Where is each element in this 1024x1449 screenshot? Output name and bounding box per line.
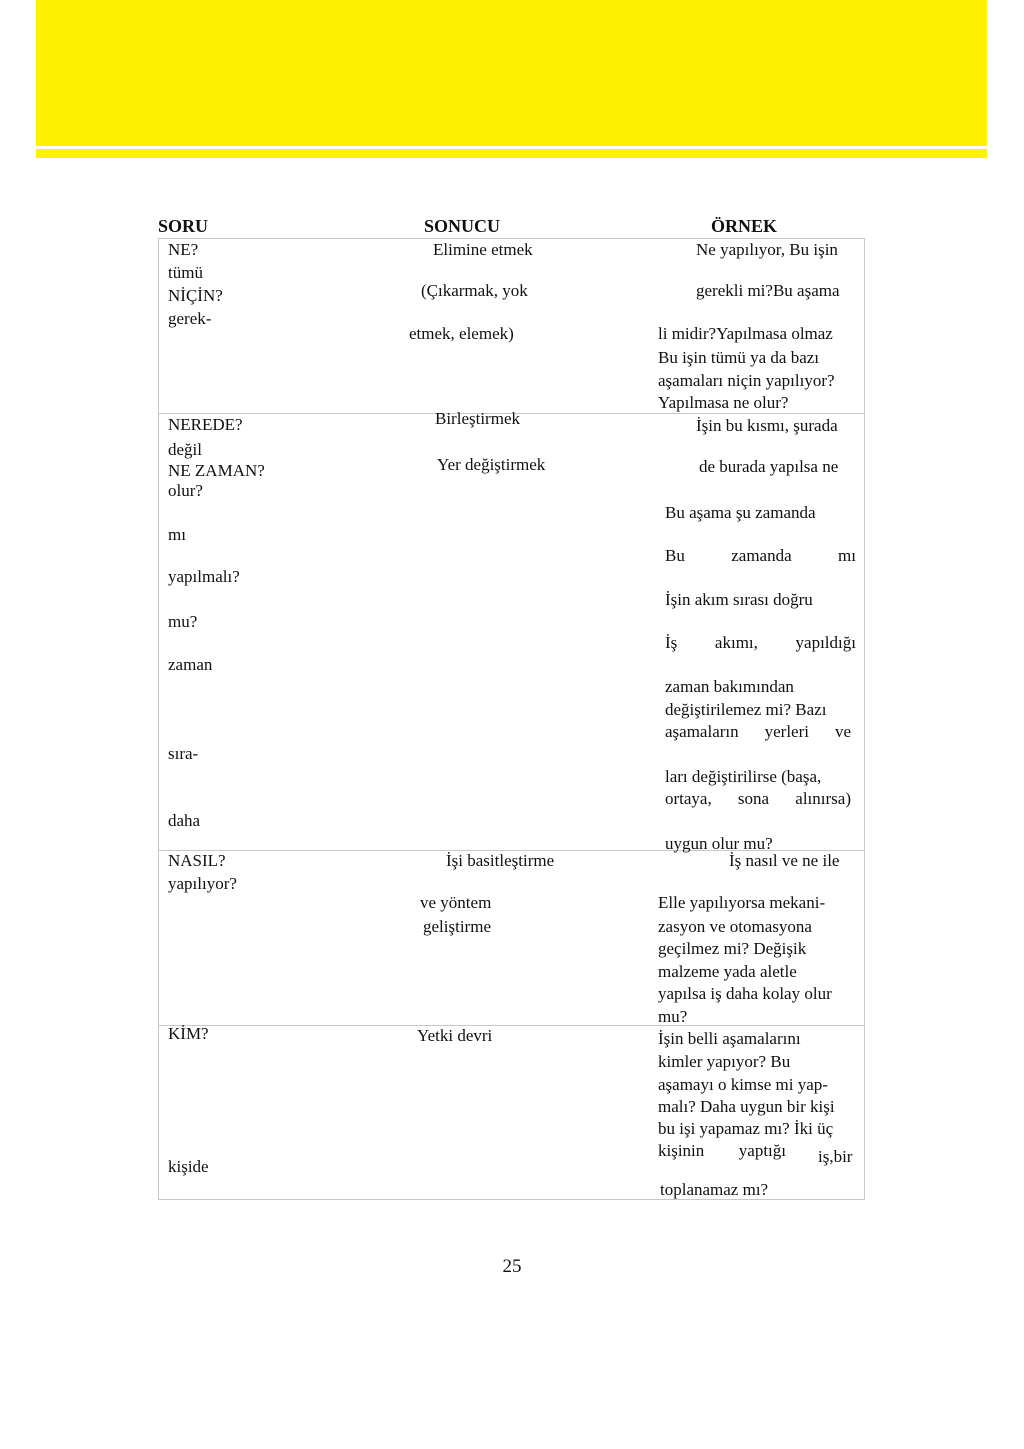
soru-text: NE? xyxy=(168,240,199,259)
ornek-text: değiştirilemez mi? Bazı xyxy=(665,700,827,719)
row-divider xyxy=(158,1025,865,1026)
ornek-text: İşin akım sırası doğru xyxy=(665,590,813,609)
ornek-text: İşin belli aşamalarını xyxy=(658,1029,801,1048)
ornek-justified-line xyxy=(665,633,856,653)
ornek-word: mı xyxy=(838,546,856,565)
ornek-word: alınırsa) xyxy=(795,789,851,808)
soru-text: gerek- xyxy=(168,309,212,328)
ornek-text: malzeme yada aletle xyxy=(658,962,797,981)
ornek-text: uygun olur mu? xyxy=(665,834,773,853)
column-header-sonucu: SONUCU xyxy=(424,216,501,236)
soru-text: değil xyxy=(168,440,202,459)
sonucu-text: etmek, elemek) xyxy=(409,324,514,343)
column-header-soru: SORU xyxy=(158,216,209,236)
page-number: 25 xyxy=(502,1256,522,1277)
ornek-justified-line xyxy=(665,546,856,566)
sonucu-text: geliştirme xyxy=(423,917,491,936)
ornek-text: İş nasıl ve ne ile xyxy=(729,851,840,870)
ornek-text: yapılsa iş daha kolay olur xyxy=(658,984,832,1003)
sonucu-text: Yer değiştirmek xyxy=(437,455,546,474)
sonucu-text: ve yöntem xyxy=(420,893,492,912)
ornek-word: kişinin xyxy=(658,1141,705,1160)
soru-text: sıra- xyxy=(168,744,199,763)
sonucu-text: Yetki devri xyxy=(417,1026,493,1045)
soru-text: KİM? xyxy=(168,1024,209,1043)
ornek-text: aşamaları niçin yapılıyor? xyxy=(658,371,835,390)
soru-text: yapılıyor? xyxy=(168,874,237,893)
ornek-justified-line xyxy=(665,789,851,809)
ornek-text: li midir?Yapılmasa olmaz xyxy=(658,324,833,343)
ornek-text: de burada yapılsa ne xyxy=(699,457,839,476)
ornek-word: yerleri xyxy=(764,722,809,741)
sonucu-text: (Çıkarmak, yok xyxy=(421,281,528,300)
ornek-text: ları değiştirilirse (başa, xyxy=(665,767,822,786)
ornek-justified-line xyxy=(658,1141,786,1161)
ornek-text: gerekli mi?Bu aşama xyxy=(696,281,840,300)
ornek-word: yaptığı xyxy=(738,1141,786,1160)
ornek-word: sona xyxy=(737,789,770,808)
ornek-text: İşin bu kısmı, şurada xyxy=(696,416,838,435)
ornek-text: bu işi yapamaz mı? İki üç xyxy=(658,1119,834,1138)
ornek-text: aşamayı o kimse mi yap- xyxy=(658,1075,828,1094)
soru-text: zaman xyxy=(168,655,213,674)
soru-text: olur? xyxy=(168,481,203,500)
ornek-word: ortaya, xyxy=(665,789,712,808)
soru-text: NE ZAMAN? xyxy=(168,461,265,480)
ornek-text: malı? Daha uygun bir kişi xyxy=(658,1097,835,1116)
column-header-ornek: ÖRNEK xyxy=(711,216,778,236)
soru-text: NİÇİN? xyxy=(168,286,223,305)
ornek-word: akımı, xyxy=(714,633,758,652)
ornek-word: Bu xyxy=(665,546,685,565)
ornek-text: zaman bakımından xyxy=(665,677,794,696)
yellow-header-stripe xyxy=(36,149,987,158)
ornek-text: Bu işin tümü ya da bazı xyxy=(658,348,820,367)
soru-text: NEREDE? xyxy=(168,415,243,434)
ornek-text: kimler yapıyor? Bu xyxy=(658,1052,791,1071)
ornek-text: toplanamaz mı? xyxy=(660,1180,769,1199)
sonucu-text: İşi basitleştirme xyxy=(446,851,555,870)
soru-text: NASIL? xyxy=(168,851,226,870)
ornek-justified-line xyxy=(665,722,851,742)
ornek-word: yapıldığı xyxy=(795,633,856,652)
soru-text: daha xyxy=(168,811,201,830)
ornek-word: zamanda xyxy=(731,546,792,565)
ornek-text: zasyon ve otomasyona xyxy=(658,917,812,936)
ornek-text: Yapılmasa ne olur? xyxy=(658,393,789,412)
sonucu-text: Elimine etmek xyxy=(433,240,533,259)
soru-text: mı xyxy=(168,525,186,544)
ornek-word: İş xyxy=(665,633,678,652)
soru-text: mu? xyxy=(168,612,198,631)
ornek-text: mu? xyxy=(658,1007,688,1026)
ornek-text: iş,bir xyxy=(818,1147,853,1166)
ornek-text: Ne yapılıyor, Bu işin xyxy=(696,240,838,259)
sonucu-text: Birleştirmek xyxy=(435,409,520,428)
soru-text: tümü xyxy=(168,263,203,282)
ornek-text: Bu aşama şu zamanda xyxy=(665,503,816,522)
ornek-word: ve xyxy=(834,722,851,741)
yellow-header-banner xyxy=(36,0,987,146)
soru-text: kişide xyxy=(168,1157,209,1176)
ornek-word: aşamaların xyxy=(665,722,739,741)
ornek-text: Elle yapılıyorsa mekani- xyxy=(658,893,826,912)
ornek-text: geçilmez mi? Değişik xyxy=(658,939,807,958)
soru-text: yapılmalı? xyxy=(168,567,240,586)
